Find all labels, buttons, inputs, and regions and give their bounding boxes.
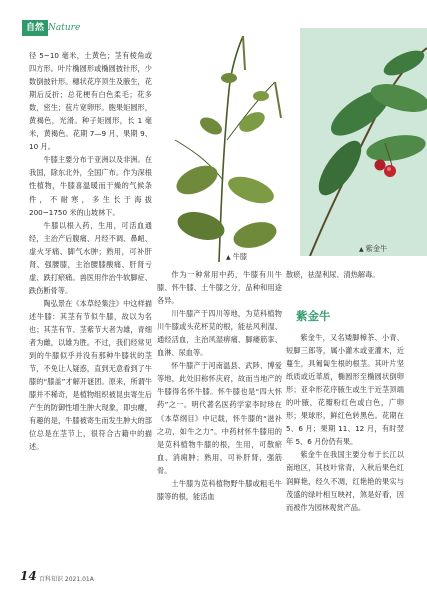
section-tag: 自然 — [22, 20, 48, 36]
section-heading: 紫金牛 — [296, 309, 331, 323]
image-caption-right: ▲ 紫金牛 — [359, 244, 388, 253]
section-label-en: Nature — [48, 23, 81, 33]
paragraph: 牛膝以根入药，生用，可活血通经，主治产后腹痛、月经不调、鼻衄、虚火牙痛、脚气水肿；熟用，可补肝肾、强腰膝，主治腰膝酸痛、肝肾亏虚、跌打瘀痛。兽医用作治牛软脚症、跌伤断骨等。 — [29, 220, 152, 295]
column-2 — [157, 268, 282, 503]
paragraph: 作为一种常用中药，牛膝有川牛膝、怀牛膝、土牛膝之分，品种和用途各异。 — [157, 270, 282, 306]
paragraph: 怀牛膝产于河南温县、武陟、博爱等地，此处旧称怀庆府，故而当地产的牛膝得名怀牛膝。怀牛膝也是“四大怀药”之一。明代著名医药学家李时珍在《本草纲目》中记载，怀牛膝的“滋补之功，如牛之力”。中药材怀牛膝用的是苋科植物牛膝的根，生用，可散瘀血、消痈肿；熟用，可补肝肾，强筋骨。 — [157, 361, 282, 475]
paragraph: 牛膝主要分布于亚洲以及非洲。在我国，除东北外，全国广布。作为深根性植物，牛膝喜温暖而干燥的气候条件，不耐寒，多生长于海拔 200~1750 米的山坡林下。 — [29, 155, 152, 217]
achyranthes-illustration — [157, 30, 297, 268]
image-caption-left: ▲ 牛膝 — [226, 252, 248, 261]
page-number: 14 — [20, 569, 37, 583]
paragraph: 径 5~10 毫米，土黄色；茎有棱角或四方形。叶片椭圆形或椭圆披针形，少数倒披针形。穗状花序顶生及腋生，花期后反折；总花梗有白色柔毛；花多数，密生；苞片宽卵形。胞果矩圆形，黄褐色，光滑。种子矩圆形，长 1 毫米，黄褐色。花期 7—9 月，果期 9、10 月。 — [29, 51, 152, 152]
column-3 — [286, 331, 404, 514]
ardisia-illustration — [300, 28, 427, 256]
paragraph: 紫金牛，又名矮脚樟茶、小青、短脚三郎等，属小灌木或亚灌木，近蔓生，具匍匐生根的根茎。其叶片坚纸质或近革质，椭圆形至椭圆状倒卵形；亚伞形花序腋生或生于近茎顶端的叶腋，花瓣粉红色或白色，广卵形；果球形，鲜红色转黑色。花期在 5、6 月；果期 11、12 月，有时翌年 5、6 月份仍有果。 — [286, 333, 404, 447]
paragraph: 陶弘景在《本草经集注》中这样描述牛膝：其茎有节似牛膝，故以为名也；其茎有节、茎紫节大者为雄，青细者为雌，以雄为胜。不过，我们经常见到的牛膝似乎并没有那种牛膝状的茎节，不免让人疑惑，直到无意看到了牛膝的“膝盖”才解开谜团。原来，所谓牛膝并不稀奇，是植物组织被昆虫寄生后产生的防御性增生肿大现象，即虫瘿，有趣的是，牛膝被寄生而发生肿大的部位总是在茎节上，很符合古籍中的描述。 — [29, 298, 152, 452]
paragraph: 散瘀，祛湿利尿、清热解毒。 — [286, 270, 380, 279]
magazine-info: 百科知识 2021.01A — [39, 576, 94, 583]
column-3-top — [286, 268, 404, 281]
column-1 — [29, 49, 152, 453]
paragraph: 川牛膝产于四川等地，为苋科植物川牛膝或头花杯苋的根，能祛风利湿、通经活血，主治风湿痹痛、脚痿筋挛、血淋、尿血等。 — [157, 309, 282, 358]
paragraph: 紫金牛在我国主要分布于长江以南地区，其枝叶常青，入秋后果色红润鲜艳，经久不凋，红艳艳的果实与茂盛的绿叶相互映衬，煞是好看，因而被作为园林观赏产品。 — [286, 450, 404, 512]
paragraph: 土牛膝为苋科植物野牛膝或粗毛牛膝等的根，能活血 — [157, 478, 282, 501]
